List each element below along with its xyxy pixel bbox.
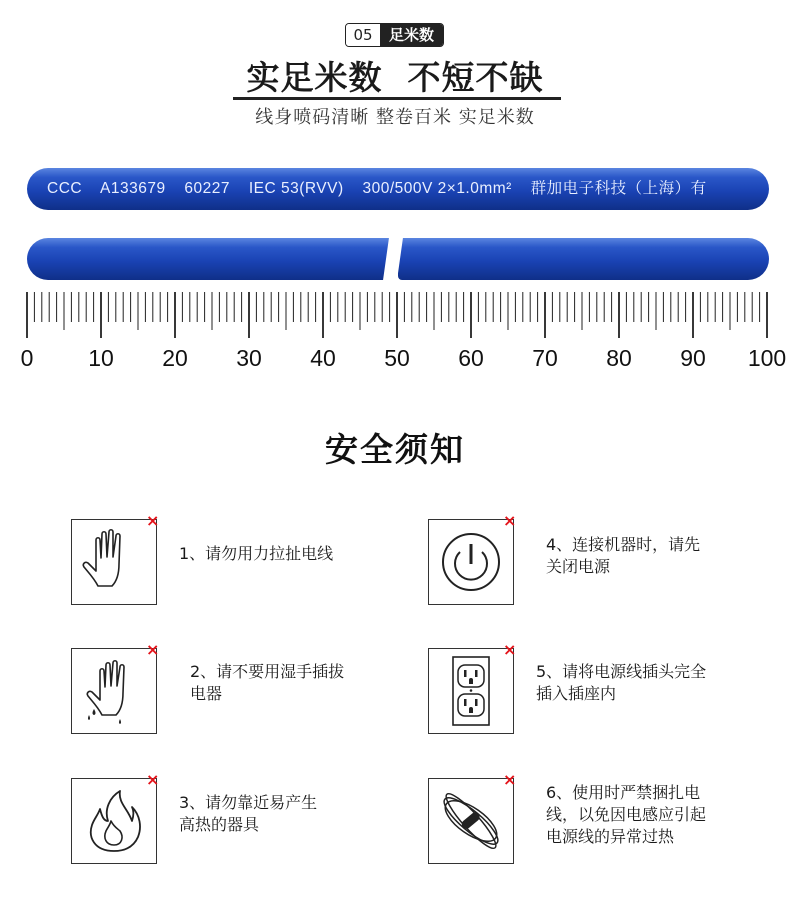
tip-line: 1、请勿用力拉扯电线 bbox=[179, 544, 334, 563]
ruler-label: 60 bbox=[458, 345, 484, 371]
tip-line: 3、请勿靠近易产生 bbox=[179, 793, 318, 812]
prohibited-mark: × bbox=[503, 770, 517, 789]
ruler-label: 40 bbox=[310, 345, 336, 371]
cable-print-segment: IEC 53(RVV) bbox=[248, 180, 344, 197]
tip-line: 插入插座内 bbox=[536, 684, 617, 703]
cable-print-segment: 群加电子科技（上海）有 bbox=[530, 180, 707, 197]
prohibited-mark: × bbox=[146, 640, 160, 659]
cable-print-segment: CCC bbox=[47, 180, 83, 197]
section-label: 足米数 bbox=[380, 24, 443, 46]
section-number: 05 bbox=[346, 24, 380, 46]
cable-print-segment: 300/500V 2×1.0mm² bbox=[362, 180, 512, 197]
prohibited-mark: × bbox=[503, 640, 517, 659]
safety-tip-3 bbox=[179, 792, 317, 836]
ruler-label: 100 bbox=[747, 345, 787, 371]
tip-line: 关闭电源 bbox=[546, 557, 611, 576]
section-badge bbox=[345, 23, 444, 47]
tip-line: 6、使用时严禁捆扎电 bbox=[546, 783, 701, 802]
ruler-label: 70 bbox=[532, 345, 558, 371]
safety-tip-2 bbox=[190, 661, 344, 705]
printed-cable bbox=[27, 168, 769, 210]
tip-line: 高热的器具 bbox=[179, 815, 260, 834]
ruler-label: 80 bbox=[606, 345, 632, 371]
page-subtitle: 线身喷码清晰 整卷百米 实足米数 bbox=[255, 107, 535, 128]
safety-tip-4 bbox=[546, 534, 700, 578]
prohibited-mark: × bbox=[503, 511, 517, 530]
prohibited-mark: × bbox=[146, 770, 160, 789]
tip-line: 4、连接机器时，请先 bbox=[546, 535, 701, 554]
tip-line: 5、请将电源线插头完全 bbox=[536, 662, 707, 681]
ruler-label: 20 bbox=[162, 345, 188, 371]
measuring-ruler bbox=[0, 288, 790, 378]
ruler-label: 30 bbox=[236, 345, 262, 371]
tip-line: 线，以免因电感应引起 bbox=[546, 805, 707, 824]
wet-hand-icon bbox=[71, 648, 157, 734]
power-outlet-icon bbox=[428, 648, 514, 734]
ruler-label: 50 bbox=[384, 345, 410, 371]
coiled-cable-icon bbox=[428, 778, 514, 864]
page-title: 实足米数 不短不缺 bbox=[246, 58, 544, 97]
tip-line: 电源线的异常过热 bbox=[546, 827, 675, 846]
safety-tip-1 bbox=[179, 543, 333, 565]
cable-print-segment: 60227 bbox=[184, 180, 231, 197]
cable-print-text bbox=[47, 168, 721, 210]
prohibited-mark: × bbox=[146, 511, 160, 530]
title-underline bbox=[233, 97, 561, 100]
safety-tip-6 bbox=[546, 782, 706, 848]
ruler-label: 0 bbox=[20, 345, 34, 371]
safety-tip-5 bbox=[536, 661, 706, 705]
tip-line: 电器 bbox=[190, 684, 223, 703]
tip-line: 2、请不要用湿手插拔 bbox=[190, 662, 345, 681]
ruler-label: 10 bbox=[88, 345, 114, 371]
safety-title: 安全须知 bbox=[325, 430, 465, 469]
cable-right-half bbox=[398, 238, 769, 280]
fire-icon bbox=[71, 778, 157, 864]
cable-left-half bbox=[27, 238, 393, 280]
hand-pull-icon bbox=[71, 519, 157, 605]
ruler-label: 90 bbox=[680, 345, 706, 371]
cable-print-segment: A133679 bbox=[100, 180, 166, 197]
power-button-icon bbox=[428, 519, 514, 605]
